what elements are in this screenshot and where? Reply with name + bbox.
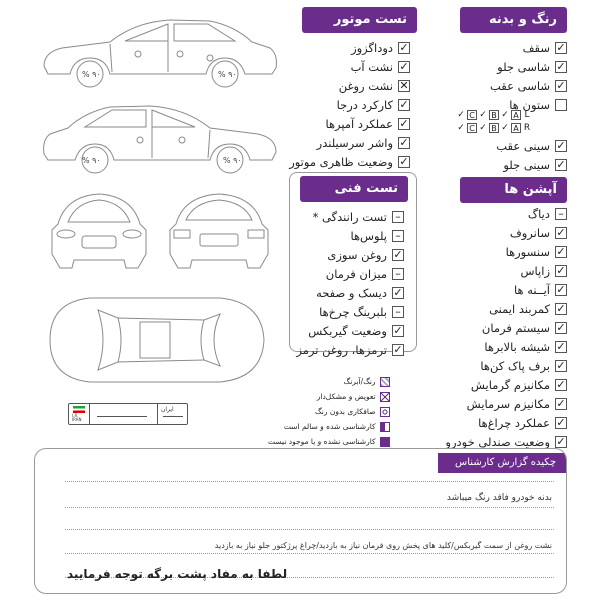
pillar-c-box[interactable]: C (467, 123, 477, 133)
cross-swatch (380, 392, 390, 402)
plate-country: I.R. IRAN (72, 413, 82, 422)
option-item[interactable]: ✓ کمربند ایمنی (489, 301, 566, 316)
engine-test-header: تست موتور (302, 7, 417, 33)
engine-test-item[interactable]: ✓ دوداگزوز (351, 40, 409, 55)
color-body-header: رنگ و بدنه (460, 7, 567, 33)
option-item[interactable]: ✓ سنسورها (505, 244, 566, 259)
color-body-item[interactable]: ستون ها (457, 95, 567, 114)
checkbox[interactable]: – (392, 306, 404, 318)
legend-item: کارشناسی شده و سالم است (268, 419, 390, 434)
options-header: آپشن ها (460, 177, 567, 203)
half-swatch (380, 422, 390, 432)
pillar-row-left: ✓ C ✓ B ✓ A L (457, 110, 530, 120)
summary-note[interactable]: نشت روغن از سمت گیربکس/کلید های پخش روی فرمان نیاز به بازدید/چراغ پرژکتور جلو نیاز به بازدید (214, 541, 552, 550)
checkbox[interactable]: ✓ (556, 359, 566, 372)
flag-icon (73, 406, 85, 413)
pillar-a-box[interactable]: A (511, 110, 521, 120)
technical-test-item[interactable]: – میزان فرمان (294, 264, 404, 283)
technical-test-item[interactable]: – بلبرینگ چرخ‌ها (294, 302, 404, 321)
legend-item: صافکاری بدون رنگ (268, 404, 390, 419)
back-page-notice: لطفا به مفاد پشت برگه توجه فرمایید (67, 567, 288, 581)
technical-test-item[interactable]: ✓ روغن سوزی (327, 247, 403, 262)
option-item[interactable]: ✓ شیشه بالابرها (484, 339, 566, 354)
technical-test-item[interactable]: ✓ ترمزها، روغن ترمز (296, 342, 403, 357)
checkbox[interactable] (555, 99, 567, 111)
color-body-list-lower (457, 136, 567, 174)
pillar-b-box[interactable]: B (489, 110, 499, 120)
checkbox[interactable]: ✓ (556, 245, 566, 258)
checkbox[interactable]: ✓ (556, 139, 566, 152)
option-item[interactable]: ✓ سیستم فرمان (481, 320, 566, 335)
tire-percent-label: ۹۰ % (82, 156, 101, 165)
option-item[interactable]: ✓ وضعیت صندلی خودرو (445, 434, 566, 449)
technical-test-list (294, 207, 404, 359)
checkbox[interactable]: ✓ (556, 378, 566, 391)
engine-test-item[interactable]: ✓ کارکرد درجا (336, 97, 409, 112)
technical-test-header: تست فنی (300, 176, 408, 202)
checkbox[interactable]: ✓ (393, 343, 403, 356)
checkbox[interactable]: ✓ (556, 283, 566, 296)
pillar-a-box[interactable]: A (511, 123, 521, 133)
solid-swatch (380, 437, 390, 447)
option-item[interactable]: ✓ برف پاک کن‌ها (480, 358, 566, 373)
checkbox[interactable]: ✓ (399, 155, 409, 168)
pillar-c-box[interactable]: C (467, 110, 477, 120)
checkbox[interactable]: – (392, 268, 404, 280)
technical-test-item[interactable]: ✓ وضعیت گیربکس (308, 323, 403, 338)
engine-test-item[interactable]: ✓ عملکرد آمپرها (325, 116, 409, 131)
checkbox[interactable]: ✓ (393, 286, 403, 299)
legend (268, 374, 390, 449)
engine-test-item[interactable]: ✓ وضعیت ظاهری موتور (289, 154, 409, 169)
checkbox[interactable]: ✓ (399, 117, 409, 130)
engine-test-item[interactable]: ✕ نشت روغن (338, 78, 409, 93)
car-front-diagram (46, 190, 152, 274)
summary-title: چکیده گزارش کارشناس (438, 453, 566, 473)
checkbox[interactable]: ✓ (556, 60, 566, 73)
checkbox[interactable]: ✓ (556, 340, 566, 353)
technical-test-item[interactable]: – تست رانندگی * (294, 207, 404, 226)
circle-swatch (380, 407, 390, 417)
expert-summary-panel (34, 448, 567, 594)
option-item[interactable]: ✓ مکانیزم گرمایش (470, 377, 566, 392)
checkbox[interactable]: ✓ (399, 98, 409, 111)
checkbox[interactable]: ✓ (556, 302, 566, 315)
checkbox[interactable]: ✓ (556, 416, 566, 429)
option-item[interactable]: ✓ آیــنه ها (514, 282, 566, 297)
checkbox[interactable]: – (392, 211, 404, 223)
color-body-item[interactable]: ✓ شاسی جلو (497, 59, 566, 74)
summary-note[interactable]: بدنه خودرو فاقد رنگ میباشد (446, 493, 552, 503)
checkbox[interactable]: ✓ (556, 226, 566, 239)
car-side-right-diagram (40, 100, 280, 180)
engine-test-list (280, 38, 410, 171)
technical-test-item[interactable]: ✓ دیسک و صفحه (316, 285, 403, 300)
checkbox[interactable]: ✓ (393, 324, 403, 337)
legend-item: رنگ/آبرنگ (268, 374, 390, 389)
color-body-item[interactable]: ✓ سینی جلو (503, 157, 566, 172)
checkbox[interactable]: ✓ (399, 60, 409, 73)
color-body-list (457, 38, 567, 114)
checkbox[interactable]: ✓ (556, 321, 566, 334)
car-side-left-diagram (40, 14, 280, 94)
car-top-diagram (40, 290, 270, 390)
legend-item: کارشناسی نشده و یا موجود نیست (268, 434, 390, 449)
color-body-item[interactable]: ✓ سینی عقب (496, 138, 566, 153)
engine-test-item[interactable]: ✓ واشر سرسیلندر (316, 135, 409, 150)
pillar-row-right: ✓ C ✓ B ✓ A R (457, 123, 531, 133)
color-body-item[interactable]: ✓ سقف (522, 40, 566, 55)
checkbox[interactable]: ✕ (399, 79, 409, 92)
tire-percent-label: ۹۰ % (218, 70, 237, 79)
checkbox[interactable]: ✓ (393, 248, 403, 261)
checkbox[interactable]: ✓ (556, 397, 566, 410)
checkbox[interactable]: ✓ (556, 158, 566, 171)
checkbox[interactable]: ✓ (556, 79, 566, 92)
tire-percent-label: ۹۰ % (82, 70, 101, 79)
color-body-item[interactable]: ✓ شاسی عقب (490, 78, 566, 93)
checkbox[interactable]: – (555, 208, 567, 220)
pillar-b-box[interactable]: B (489, 123, 499, 133)
checkbox[interactable]: ✓ (556, 41, 566, 54)
hatch-swatch (380, 377, 390, 387)
option-item[interactable]: ✓ سانروف (509, 225, 566, 240)
checkbox[interactable]: ✓ (556, 435, 566, 448)
checkbox[interactable]: – (392, 230, 404, 242)
option-item[interactable]: ✓ مکانیزم سرمایش (466, 396, 566, 411)
option-item[interactable]: ✓ عملکرد چراغ‌ها (478, 415, 566, 430)
plate-region-label: ایران (161, 406, 174, 413)
engine-test-item[interactable]: ✓ نشت آب (350, 59, 409, 74)
license-plate (68, 403, 188, 425)
option-item[interactable]: – دیاگ (427, 204, 567, 223)
legend-item: تعویض و مشکل‌دار (268, 389, 390, 404)
checkbox[interactable]: ✓ (399, 41, 409, 54)
car-rear-diagram (164, 190, 274, 274)
tire-percent-label: ۹۰ % (223, 156, 242, 165)
technical-test-item[interactable]: – پلوس‌ها (294, 226, 404, 245)
option-item[interactable]: ✓ زاپاس (520, 263, 566, 278)
checkbox[interactable]: ✓ (399, 136, 409, 149)
options-list (427, 204, 567, 451)
checkbox[interactable]: ✓ (556, 264, 566, 277)
